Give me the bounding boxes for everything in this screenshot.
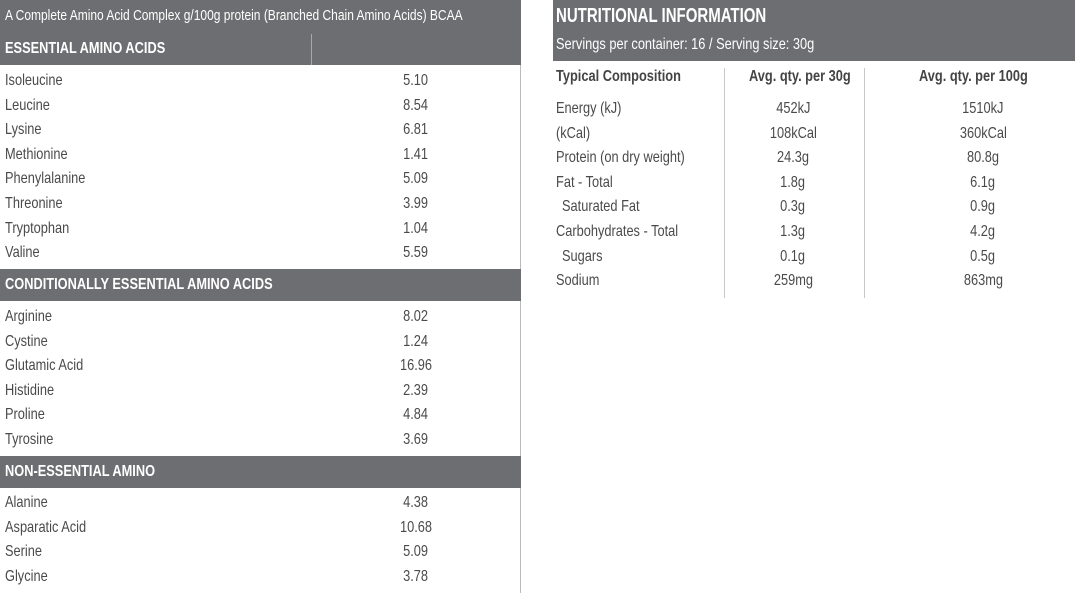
serving-info: Servings per container: 16 / Serving size: 30g xyxy=(556,36,815,53)
essential-amino-list xyxy=(0,69,521,266)
nutrition-row: Protein (on dry weight) 24.3g 80.8g xyxy=(556,149,1000,167)
amino-row: Asparatic Acid 10.68 xyxy=(5,518,433,536)
amino-row: Serine 5.09 xyxy=(5,543,429,561)
section-heading-essential: ESSENTIAL AMINO ACIDS xyxy=(0,32,521,65)
nutrition-header xyxy=(553,0,1075,61)
amino-acid-table xyxy=(0,0,521,593)
amino-row: Tryptophan 1.04 xyxy=(5,219,429,237)
conditional-amino-list xyxy=(0,305,521,453)
amino-row: Glutamic Acid 16.96 xyxy=(5,357,433,375)
amino-row: Isoleucine 5.10 xyxy=(5,72,429,89)
amino-row: Histidine 2.39 xyxy=(5,381,429,399)
column-header-per-100g: Avg. qty. per 100g xyxy=(919,68,1028,85)
nutrition-row: Energy (kJ) 452kJ 1510kJ xyxy=(556,100,1004,117)
nutrition-title: NUTRITIONAL INFORMATION xyxy=(556,5,767,27)
section-heading-non-essential: NON-ESSENTIAL AMINO xyxy=(0,456,521,488)
amino-row: Glycine 3.78 xyxy=(5,567,429,585)
nutrition-row: Carbohydrates - Total 1.3g 4.2g xyxy=(556,222,996,240)
nutrition-row: Sodium 259mg 863mg xyxy=(556,272,1003,290)
nutrition-row: Sugars 0.1g 0.5g xyxy=(562,247,996,265)
amino-row: Leucine 8.54 xyxy=(5,96,429,114)
column-header-composition: Typical Composition xyxy=(556,68,681,85)
section-heading-conditionally-essential: CONDITIONALLY ESSENTIAL AMINO ACIDS xyxy=(0,269,521,301)
amino-row: Arginine 8.02 xyxy=(5,308,429,325)
nutrition-row: (kCal) 108kCal 360kCal xyxy=(556,124,1007,142)
amino-row: Phenylalanine 5.09 xyxy=(5,170,429,188)
amino-row: Valine 5.59 xyxy=(5,244,429,262)
amino-row: Proline 4.84 xyxy=(5,406,429,424)
amino-row: Alanine 4.38 xyxy=(5,494,429,511)
amino-row: Threonine 3.99 xyxy=(5,194,429,212)
amino-row: Tyrosine 3.69 xyxy=(5,430,429,448)
amino-row: Cystine 1.24 xyxy=(5,332,429,350)
nutrition-row: Saturated Fat 0.3g 0.9g xyxy=(562,198,996,216)
amino-row: Methionine 1.41 xyxy=(5,145,429,163)
non-essential-amino-list xyxy=(0,491,521,589)
nutrition-table xyxy=(553,0,1075,298)
column-header-per-30g: Avg. qty. per 30g xyxy=(749,68,851,85)
header-divider xyxy=(311,34,312,65)
nutrition-row: Fat - Total 1.8g 6.1g xyxy=(556,173,996,191)
amino-table-title: A Complete Amino Acid Complex g/100g protein (Branched Chain Amino Acids) BCAA xyxy=(0,0,521,32)
amino-row: Lysine 6.81 xyxy=(5,121,429,139)
nutrition-rows xyxy=(553,97,1075,294)
